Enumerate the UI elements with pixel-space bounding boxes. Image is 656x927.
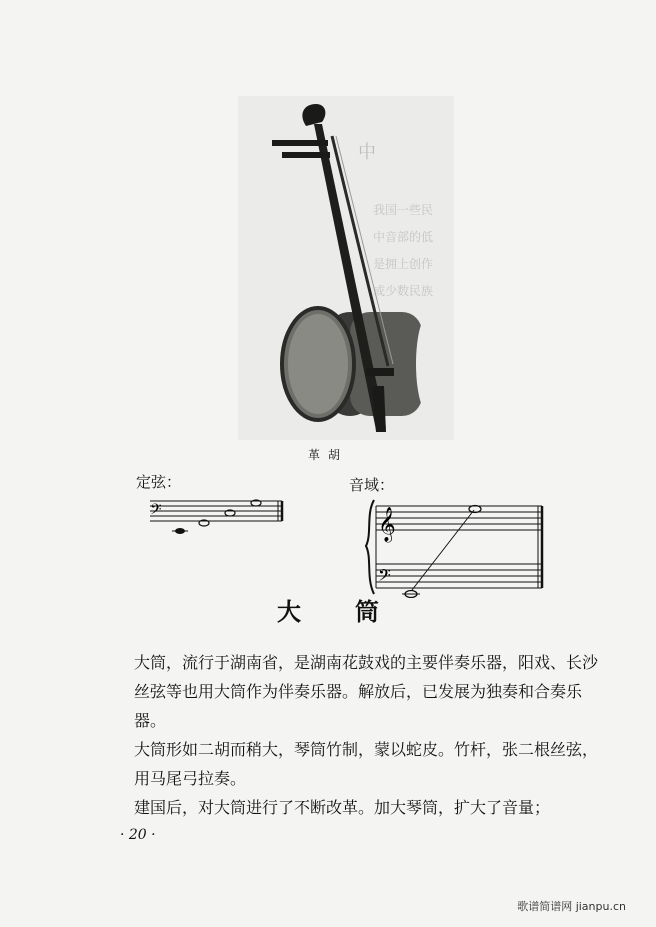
bg-line: 或少数民族 bbox=[373, 284, 434, 298]
bass-clef-icon: 𝄢 bbox=[378, 565, 391, 589]
bg-line: 我国一些民 bbox=[373, 203, 434, 217]
note bbox=[175, 528, 185, 534]
page-number: · 20 · bbox=[120, 827, 156, 843]
instrument-photo bbox=[238, 96, 454, 440]
paragraph-2: 大筒形如二胡而稍大，琴筒竹制，蒙以蛇皮。竹杆，张二根丝弦，用马尾弓拉奏。 bbox=[134, 740, 599, 788]
paragraph-3: 建国后，对大筒进行了不断改革。加大琴筒，扩大了音量； bbox=[134, 798, 551, 817]
bass-clef-icon: 𝄢 bbox=[150, 501, 162, 522]
range-label: 音域： bbox=[349, 476, 395, 494]
photo-caption: 革胡 bbox=[307, 448, 348, 462]
site-watermark: 歌谱简谱网 jianpu.cn bbox=[517, 900, 626, 913]
tuning-label: 定弦： bbox=[136, 473, 182, 491]
treble-clef-icon: 𝄞 bbox=[378, 507, 396, 542]
tuning-staff bbox=[146, 497, 286, 537]
section-title: 大筒 bbox=[277, 597, 433, 626]
bg-line: 中音部的低 bbox=[373, 230, 434, 244]
brace-icon bbox=[366, 500, 374, 594]
bg-line: 是拥上创作 bbox=[373, 257, 434, 271]
range-staff bbox=[364, 494, 548, 598]
bg-char: 中 bbox=[358, 142, 376, 163]
paragraph-1: 大筒，流行于湖南省，是湖南花鼓戏的主要伴奏乐器，阳戏、长沙丝弦等也用大筒作为伴奏乐器。解放后，已发展为独奏和合奏乐器。 bbox=[134, 653, 599, 730]
gehu-illustration bbox=[238, 96, 454, 440]
note bbox=[469, 506, 481, 513]
